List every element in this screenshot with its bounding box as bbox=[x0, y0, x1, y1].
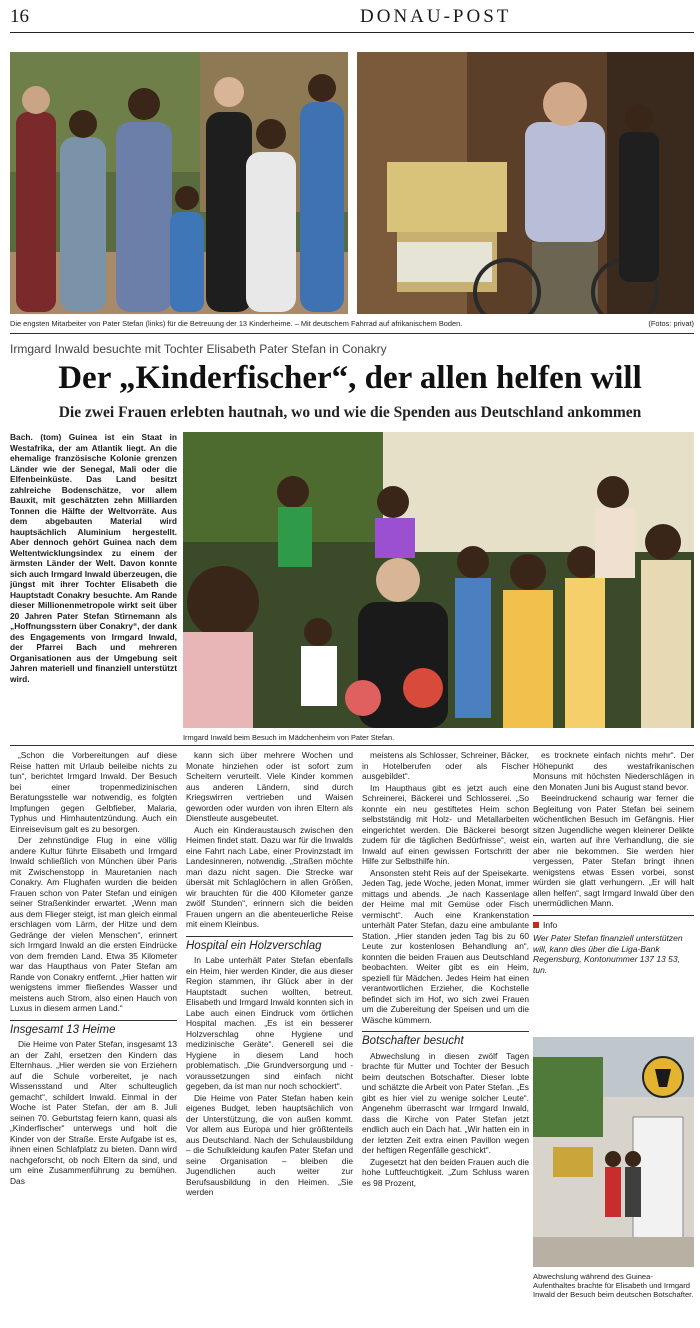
main-photo-rule bbox=[10, 745, 694, 746]
embassy-photo-caption: Abwechslung während des Guinea-Aufenthaltes brachte für Elisabeth und Irmgard Inwald der Besuch beim deutschen Botschafter. bbox=[533, 1272, 694, 1299]
body-column-1 bbox=[10, 750, 177, 1328]
lead-paragraph bbox=[10, 432, 177, 734]
article-kicker: Irmgard Inwald besuchte mit Tochter Elisabeth Pater Stefan in Conakry bbox=[10, 342, 387, 356]
masthead: DONAU-POST bbox=[360, 6, 512, 27]
col4-p1: es trocknete einfach nichts mehr“. Der Höhepunkt des westafrikanischen Monsuns mit höchsten Niederschlägen in den Monaten Juni bis August stand bevor. bbox=[533, 750, 694, 792]
section-heading-heime: Insgesamt 13 Heime bbox=[10, 1020, 177, 1036]
col3-p2: Im Haupthaus gibt es jetzt auch eine Schreinerei, Bäckerei und Schlosserei. „So konnte ein neu gestiftetes Heim schon selbstständig mit Holz- und Metallarbeiten eingerichtet werden. Die Bäckerei besorgt zudem für die täglichen Bedürfnisse“, weist Inwald auf einen gewissen Fortschritt der Hilfe zur Selbsthilfe hin. bbox=[362, 782, 529, 866]
section-heading-hospital: Hospital ein Holzverschlag bbox=[186, 936, 353, 952]
info-text: Wer Pater Stefan finanziell unterstützen will, kann dies über die Liga-Bank Regensburg, Kontonummer 137 13 53, tun. bbox=[533, 933, 683, 975]
col3-p3: Ansonsten steht Reis auf der Speisekarte. Jeden Tag, jede Woche, jeden Monat, immer mittags und abends. „Je nach Kassenlage der Heime mal mit Gemüse oder Fisch vermischt“. Auch eine Krankenstation unterhält Pater Stefan, dazu eine ambulante Station. „Hier standen jeden Tag bis zu 60 Leute zur kostenlosen Behandlung an“, konnten die beiden Frauen aus Deutschland beobachten. Weiter gibt es ein Heim, speziell für Mädchen. Jedes Heim hat einen verantwortlichen Erzieher, die Kochstelle befindet sich im Hof, wo sich zwei Frauen um die Zubereitung der Speisen und um die Wäsche kümmern. bbox=[362, 867, 529, 1025]
col2-p2: Auch ein Kinderaustausch zwischen den Heimen findet statt. Dazu war für die Inwalds eine Fahrt nach Labe, einer Provinzstadt im Landesinneren, notwendig. „Straßen möchte man dazu nicht sagen. Die Strecke war übersät mit Schlaglöchern in allen Größen, wir brauchten für die 400 Kilometer ganze zwölf Stunden“, erinnern sich die beiden Frauen ungern an die abenteuerliche Reise mit einem Kleinbus. bbox=[186, 824, 353, 929]
article-headline: Der „Kinderfischer“, der allen helfen will bbox=[58, 360, 642, 396]
lead-text: Bach. (tom) Guinea ist ein Staat in Westafrika, der am Atlantik liegt. An die ehemalige französische Kolonie grenzen Länder wie der Senegal, Mali oder die Elfenbeinküste. Das Land besitzt zahlreiche Bodenschätze, vor allem Bauxit, mit geschätzten zehn Milliarden Tonnen die Hälfte der Weltvorräte. Aus dem abgebauten Material wird hauptsächlich Aluminium hergestellt. Aber dennoch gehört Guinea nach dem Weltentwicklungsindex zu einem der ärmsten Länder der Welt. Davon konnte sich auch Irmgard Inwald überzeugen, die jüngst mit ihrer Tochter Elisabeth die Hauptstadt Conakry besuchte. Am Rande dieser Millionenmetropole wirkt seit über 20 Jahren Pater Stefan Stirnemann als „Hoffnungsstern über Conakry“, der dank des Engagements von Irmgard Inwald, der Pfarrei Bach und mehreren Organisationen aus der Umgebung seit Jahren materiell und finanziell unterstützt wird. bbox=[10, 432, 177, 684]
col2-p1: kann sich über mehrere Wochen und Monate hinziehen oder ist sofort zum Scheitern verurteilt. Viele Kinder kommen aus anderen Ländern, sind durch Kriegswirren vertrieben und Waisen geworden oder wurden von ihren Eltern als Dienstleute ausgebeutet. bbox=[186, 750, 353, 823]
col1-p3: Die Heime von Pater Stefan, insgesamt 13 an der Zahl, ersetzen den Kindern das Elternhaus. „Hier werden sie von Erziehern auf die Schule vorbereitet, je nach Wissensstand und Alter schulteuglich gemacht“, schildert Inwald. Einmal in der Woche ist Pater Stefan, der am 8. Juli seinen 70. Geburtstag feiern kann, quasi als „Kinderfischer“ unterwegs und holt die Kinder von der Straße. Erste Aufgabe ist es, ihnen einen Schlafplatz zu bieten. Dann wird nachgeforscht, ob noch Eltern da sind, und um eine Zusammenführung zu bemühen. Das bbox=[10, 1039, 177, 1186]
col2-p4: Die Heime von Pater Stefan haben kein eigenes Budget, leben hauptsächlich von der Unterstützung, die von außen kommt. Vor allem aus Europa und hier größtenteils aus Deutschland. Nach der Schulausbildung – die Schulkleidung kaufen Pater Stefan und seine Organisation – bleiben die Jugendlichen auch weiter zur Berufsausbildung in den Heimen. „Sie werden bbox=[186, 1092, 353, 1197]
col3-p5: Zugesetzt hat den beiden Frauen auch die hohe Luftfeuchtigkeit. „Zum Schluss waren es 98 Prozent, bbox=[362, 1156, 529, 1188]
col1-p2: Der zehnstündige Flug in eine völlig andere Kultur führte Elisabeth und Irmgard Inwald schließlich von München über Paris mit Zwischenstopp in Mauretanien nach Conakry. Am Flughafen wurden die beiden Frauen schon von Pater Stefan und einigen seiner Straßenkinder erwartet. „Wenn man aus dem Flieger steigt, ist man gleich einmal erschlagen vom Lärm, der Hitze und dem Gedränge der vielen Menschen“, erinnert sich Irmgard Inwald an die ersten Eindrücke von dem fremden Land. Etwa 35 Kilometer war das Haupthaus von Pater Stefan am Rande von Conakry entfernt. „Hier hatten wir wenigstens immer fließendes Wasser und meistens auch Strom, also einen Hauch von Luxus in diesem armen Land.“ bbox=[10, 835, 177, 1013]
col2-p3: In Labe unterhält Pater Stefan ebenfalls ein Heim, hier werden Kinder, die aus dieser Region stammen, ihr Glück aber in der Hauptstadt suchen wollten, betreut. Elisabeth und Irmgard Inwald konnten sich in Labe auch einen Eindruck vom örtlichen Hospital machen. „Es ist ein besserer Holzverschlag ohne Hygiene und medizinische Geräte“. Generell sei die Hygiene in diesem Land hoch problematisch. „Die Grundversorgung und -voraussetzungen sind einfach nicht gegeben, da ist man nur noch schockiert“. bbox=[186, 955, 353, 1091]
col1-p1: „Schon die Vorbereitungen auf diese Reise hatten mit Urlaub beileibe nichts zu tun“, berichtet Irmgard Inwald. Der Besuch bei einer tropenmedizinischen Beratungsstelle war notwendig, es folgten Impfungen gegen Gelbfieber, Malaria, Typhus und Hirnhautentzündung. Auch ein Einreisevisum galt es zu besorgen. bbox=[10, 750, 177, 834]
article-subheadline: Die zwei Frauen erlebten hautnah, wo und wie die Spenden aus Deutschland ankommen bbox=[58, 404, 642, 421]
main-photo-caption: Irmgard Inwald beim Besuch im Mädchenheim von Pater Stefan. bbox=[183, 733, 395, 742]
section-heading-botschafter: Botschafter besucht bbox=[362, 1031, 529, 1047]
photo-girls-home bbox=[183, 432, 694, 728]
col4-p2: Beeindruckend schaurig war ferner die Begleitung von Pater Stefan bei seinem wöchentlichen Besuch im Gefängnis. Hier sitzen Jugendliche wegen kleinerer Delikte ein, warten auf ihre Verhandlung, die sie aber nie bekommen. Sie werden hier vergessen, Pater Stefan bringt ihnen wenigstens etwas Essen vorbei, sonst würden sie glatt verhungern. „Er will halt allen helfen“, sagt Irmgard Inwald über den unermüdlichen Mann. bbox=[533, 793, 694, 908]
caption-rule bbox=[10, 333, 694, 334]
photo-embassy bbox=[533, 1037, 694, 1267]
top-photos-caption: Die engsten Mitarbeiter von Pater Stefan (links) für die Betreuung der 13 Kinderheime. – Mit deutschem Fahrrad auf afrikanischem Boden. bbox=[10, 319, 463, 328]
body-column-3 bbox=[362, 750, 529, 1328]
page-number: 16 bbox=[10, 6, 29, 27]
header-rule bbox=[10, 32, 694, 33]
body-column-2 bbox=[186, 750, 353, 1328]
info-marker-icon bbox=[533, 922, 539, 928]
photo-team-group bbox=[10, 52, 348, 314]
photo-bicycle bbox=[357, 52, 694, 314]
col3-p1: meistens als Schlosser, Schreiner, Bäcker, in Hotelberufen oder als Fischer ausgebildet“. bbox=[362, 750, 529, 781]
photo-credit: (Fotos: privat) bbox=[648, 319, 694, 328]
info-box bbox=[533, 915, 694, 976]
body-column-4 bbox=[533, 750, 694, 1030]
info-label: Info bbox=[543, 919, 558, 930]
col3-p4: Abwechslung in diesen zwölf Tagen brachte für Mutter und Tochter der Besuch beim deutschen Botschafter. Dieser lobte und schätzte die Arbeit von Pater Stefan. „Es gibt es hier viel zu wenige solcher Leute“. Angenehm überrascht war Irmgard Inwald, dass die Kirche von Pater Stefan jetzt endlich auch ein Dach hat. „Wir hatten ein in der letzten Zeit extra einen Pavillon wegen der heftigen Regenfälle geschickt“. bbox=[362, 1050, 529, 1155]
